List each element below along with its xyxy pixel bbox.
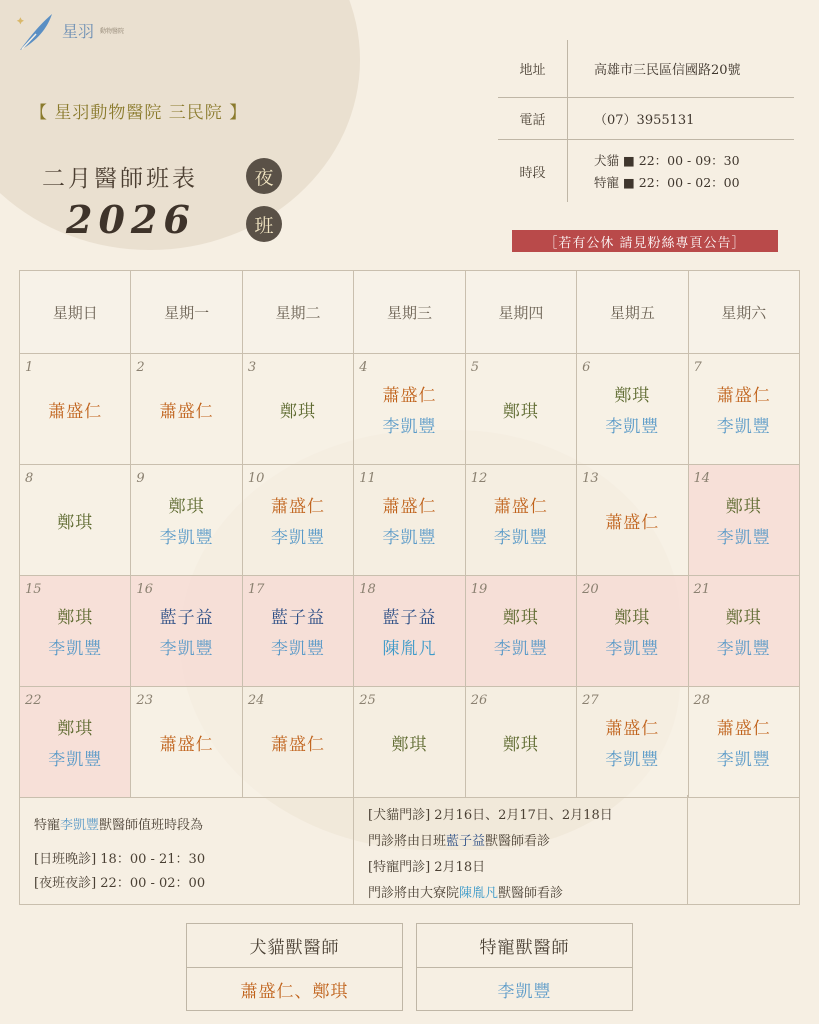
doctor-list: [20, 687, 130, 797]
calendar-body: [20, 354, 800, 798]
weekday-wed: 星期三: [354, 271, 465, 354]
calendar-week-row: [20, 465, 800, 576]
exotic-shift-note: [20, 795, 354, 904]
doctor-name: 李凱豐: [159, 528, 214, 548]
day-number: 25: [359, 693, 376, 708]
doctor-name: 蕭盛仁: [48, 401, 103, 422]
calendar-day-cell: [465, 354, 576, 465]
calendar-week-row: [20, 687, 800, 798]
doctor-name: 蕭盛仁: [382, 497, 437, 517]
doctor-name: 陳胤凡: [382, 639, 437, 659]
doctor-name: 鄭琪: [168, 497, 205, 517]
change-note-line4: [368, 881, 687, 907]
exotic-note-day: [日班晚診] 18：00 - 21：30: [34, 852, 206, 867]
logo-text: 星羽: [62, 22, 95, 41]
calendar-day-cell: [242, 354, 353, 465]
hours-label: 時段: [498, 140, 568, 202]
calendar-day-cell: [242, 687, 353, 798]
doctor-list: [689, 576, 799, 686]
calendar-day-cell: [688, 576, 799, 687]
doctor-name: 藍子益: [271, 608, 326, 628]
doctor-name: 鄭琪: [502, 608, 539, 628]
weekday-mon: 星期一: [131, 271, 242, 354]
calendar-day-cell: [688, 354, 799, 465]
doctor-name: 鄭琪: [614, 386, 651, 406]
doctor-name: 李凱豐: [382, 417, 437, 437]
day-number: 11: [359, 471, 376, 486]
doctor-name: 鄭琪: [280, 401, 317, 422]
doctor-list: [354, 576, 464, 686]
doctor-name: 李凱豐: [48, 750, 103, 770]
doctor-name: 鄭琪: [614, 608, 651, 628]
day-number: 23: [136, 693, 153, 708]
calendar-day-cell: [577, 465, 688, 576]
day-number: 15: [25, 582, 42, 597]
clinic-logo: [14, 10, 130, 54]
doctor-name: 李凱豐: [159, 639, 214, 659]
doctor-name: 李凱豐: [271, 639, 326, 659]
doctor-list: [577, 465, 687, 575]
doctor-name: 李凱豐: [716, 639, 771, 659]
logo-subtext: 動物醫院: [100, 28, 125, 35]
calendar-day-cell: [20, 576, 131, 687]
dogcat-doctors-title: 犬貓獸醫師: [187, 924, 402, 968]
hours-row: [498, 140, 794, 202]
doctor-name: 蕭盛仁: [716, 386, 771, 406]
doctor-name: 李凱豐: [716, 417, 771, 437]
day-number: 22: [25, 693, 42, 708]
doctor-list: [466, 465, 576, 575]
day-number: 28: [693, 693, 711, 708]
doctor-name: 李凱豐: [48, 639, 103, 659]
day-number: 16: [136, 582, 153, 597]
weekday-header-row: [20, 271, 800, 354]
calendar-day-cell: [354, 576, 465, 687]
weekday-sat: 星期六: [688, 271, 799, 354]
hours-exotic: 特寵 ■ 22：00 - 02：00: [594, 175, 740, 190]
exotic-doctors-box: [416, 923, 633, 1011]
day-number: 24: [247, 693, 265, 708]
phone-label: 電話: [498, 98, 568, 139]
doctor-list: [20, 465, 130, 575]
doctor-name: 鄭琪: [57, 512, 94, 533]
doctor-list: [577, 576, 687, 686]
notes-empty-cell: [688, 795, 799, 904]
doctor-name: 李凱豐: [716, 528, 771, 548]
notes-section: [19, 795, 800, 905]
day-number: 7: [693, 360, 702, 375]
weekday-fri: 星期五: [577, 271, 688, 354]
doctor-list: [354, 465, 464, 575]
change-note-line2-post: 獸醫師看診: [485, 834, 551, 849]
day-number: 21: [693, 582, 711, 597]
change-note-line2-pre: 門診將由日班: [368, 834, 447, 849]
exotic-doctors-title: 特寵獸醫師: [417, 924, 632, 968]
doctor-name: 鄭琪: [502, 401, 539, 422]
doctor-list: [466, 687, 576, 797]
doctor-name: 鄭琪: [725, 497, 762, 517]
doctor-name: 蕭盛仁: [382, 386, 437, 406]
doctor-name: 蕭盛仁: [159, 734, 214, 755]
doctor-name: 李凱豐: [605, 750, 660, 770]
phone-value: （07）3955131: [594, 113, 695, 128]
doctor-list: [131, 354, 241, 464]
address-row: [498, 40, 794, 98]
day-number: 1: [25, 360, 34, 375]
change-note-line2: [368, 829, 687, 855]
calendar-day-cell: [465, 687, 576, 798]
doctor-list: [20, 354, 130, 464]
exotic-note-night: [夜班夜診] 22：00 - 02：00: [34, 876, 206, 891]
day-number: 17: [247, 582, 265, 597]
day-number: 9: [136, 471, 145, 486]
weekday-thu: 星期四: [465, 271, 576, 354]
calendar-day-cell: [465, 576, 576, 687]
exotic-note-post: 獸醫師值班時段為: [99, 818, 204, 833]
shift-badge: 班: [246, 206, 282, 242]
calendar-day-cell: [131, 354, 242, 465]
doctor-list: [466, 354, 576, 464]
doctor-name: 蕭盛仁: [605, 719, 660, 739]
doctor-list: [243, 465, 353, 575]
clinic-info: [498, 40, 794, 202]
doctor-list: [243, 687, 353, 797]
doctor-name: 李凱豐: [716, 750, 771, 770]
day-number: 19: [470, 582, 488, 597]
day-number: 5: [470, 360, 479, 375]
doctor-name: 蕭盛仁: [716, 719, 771, 739]
page-title: 二月醫師班表: [42, 166, 198, 192]
hours-dogcat: 犬貓 ■ 22：00 - 09：30: [594, 153, 740, 168]
doctor-name: 蕭盛仁: [605, 512, 660, 533]
calendar-day-cell: [20, 687, 131, 798]
doctor-name: 鄭琪: [725, 608, 762, 628]
doctor-name: 蕭盛仁: [271, 734, 326, 755]
doctor-list: [243, 354, 353, 464]
calendar-day-cell: [577, 687, 688, 798]
change-note-line4-pre: 門診將由大寮院: [368, 886, 460, 901]
doctor-name: 鄭琪: [57, 719, 94, 739]
clinic-name: 【 星羽動物醫院 三民院 】: [30, 103, 248, 123]
day-number: 26: [470, 693, 488, 708]
night-badge: 夜: [246, 158, 282, 194]
change-note-line1: [犬貓門診] 2月16日、2月17日、2月18日: [368, 808, 613, 823]
phone-row: [498, 98, 794, 140]
doctor-name: 蕭盛仁: [271, 497, 326, 517]
doctor-list: [577, 687, 687, 797]
doctor-name: 李凱豐: [271, 528, 326, 548]
doctor-name: 蕭盛仁: [493, 497, 548, 517]
address-value: 高雄市三民區信國路20號: [594, 63, 741, 78]
doctor-name: 李凱豐: [493, 528, 548, 548]
calendar-day-cell: [577, 576, 688, 687]
calendar-day-cell: [20, 465, 131, 576]
doctor-name: 鄭琪: [57, 608, 94, 628]
schedule-calendar: [19, 270, 800, 798]
address-label: 地址: [498, 40, 568, 97]
exotic-doctors-names: 李凱豐: [497, 982, 552, 1002]
calendar-day-cell: [354, 687, 465, 798]
dogcat-doctors-names: 蕭盛仁、鄭琪: [240, 982, 349, 1002]
calendar-day-cell: [131, 576, 242, 687]
calendar-day-cell: [131, 687, 242, 798]
change-note-line3: [特寵門診] 2月18日: [368, 860, 486, 875]
day-number: 10: [247, 471, 265, 486]
doctor-list: [131, 687, 241, 797]
change-note-line4-post: 獸醫師看診: [498, 886, 564, 901]
doctor-list: [131, 576, 241, 686]
day-number: 20: [582, 582, 599, 597]
doctor-name: 蕭盛仁: [159, 401, 214, 422]
calendar-day-cell: [242, 465, 353, 576]
calendar-day-cell: [577, 354, 688, 465]
clinic-change-note: [354, 795, 688, 904]
calendar-day-cell: [242, 576, 353, 687]
day-number: 27: [582, 693, 599, 708]
doctor-list: [577, 354, 687, 464]
doctor-name: 藍子益: [382, 608, 437, 628]
calendar-day-cell: [688, 687, 799, 798]
doctor-name: 李凱豐: [382, 528, 437, 548]
change-note-doctor1: 藍子益: [446, 834, 486, 849]
hours-value: [568, 140, 794, 202]
calendar-day-cell: [465, 465, 576, 576]
doctor-list: [131, 465, 241, 575]
doctor-list: [689, 465, 799, 575]
feather-logo-icon: [14, 10, 58, 54]
change-note-doctor2: 陳胤凡: [459, 886, 499, 901]
doctor-list: [354, 687, 464, 797]
doctor-name: 鄭琪: [502, 734, 539, 755]
weekday-tue: 星期二: [242, 271, 353, 354]
exotic-note-doctor: 李凱豐: [60, 818, 100, 833]
calendar-week-row: [20, 354, 800, 465]
doctor-list: [243, 576, 353, 686]
doctor-name: 鄭琪: [391, 734, 428, 755]
calendar-day-cell: [354, 354, 465, 465]
year-label: 2026: [66, 197, 196, 242]
day-number: 2: [136, 360, 145, 375]
holiday-notice: ［若有公休 請見粉絲專頁公告］: [512, 230, 778, 252]
doctor-name: 李凱豐: [605, 417, 660, 437]
doctor-list: [354, 354, 464, 464]
calendar-day-cell: [688, 465, 799, 576]
doctor-list: [20, 576, 130, 686]
day-number: 14: [693, 471, 711, 486]
day-number: 6: [582, 360, 591, 375]
calendar-week-row: [20, 576, 800, 687]
doctor-name: 李凱豐: [605, 639, 660, 659]
calendar-day-cell: [354, 465, 465, 576]
calendar-day-cell: [131, 465, 242, 576]
calendar-day-cell: [20, 354, 131, 465]
doctor-list: [689, 687, 799, 797]
exotic-note-title: [34, 811, 353, 841]
day-number: 8: [25, 471, 34, 486]
doctor-list: [466, 576, 576, 686]
day-number: 3: [247, 360, 257, 375]
day-number: 4: [359, 360, 368, 375]
weekday-sun: 星期日: [20, 271, 131, 354]
doctor-name: 藍子益: [159, 608, 214, 628]
dogcat-doctors-box: [186, 923, 403, 1011]
day-number: 12: [470, 471, 488, 486]
day-number: 18: [359, 582, 376, 597]
day-number: 13: [582, 471, 599, 486]
doctor-name: 李凱豐: [493, 639, 548, 659]
exotic-note-pre: 特寵: [34, 818, 61, 833]
doctor-list: [689, 354, 799, 464]
